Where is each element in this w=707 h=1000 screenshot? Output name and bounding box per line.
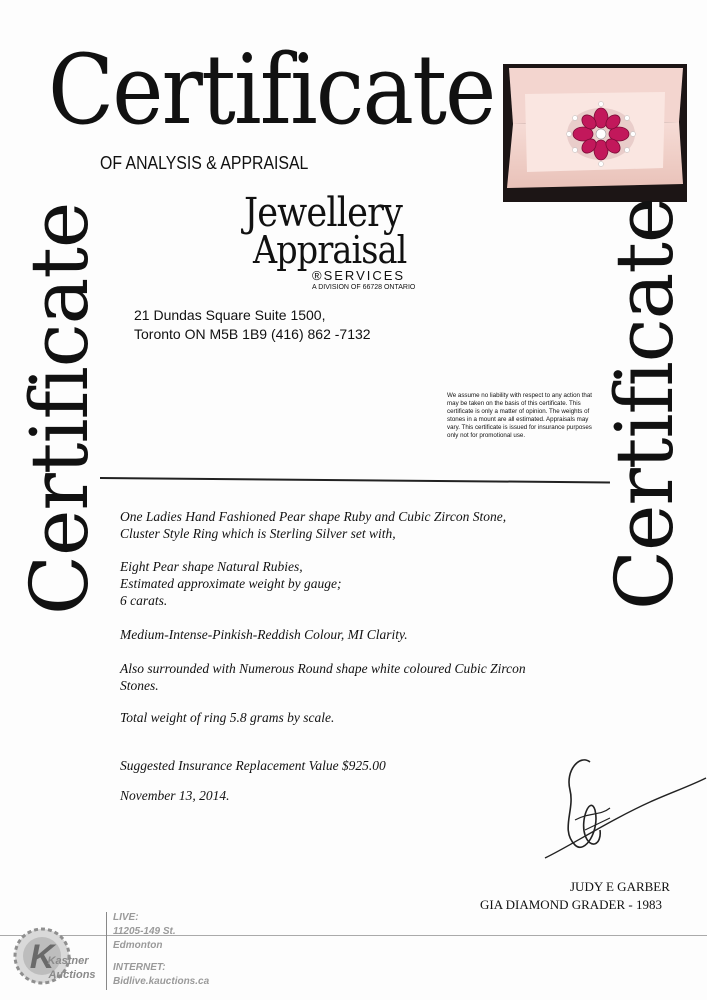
svg-text:K: K	[29, 938, 55, 976]
company-logo-appraisal: Appraisal	[253, 228, 407, 272]
footer-street: 11205-149 St.	[113, 926, 176, 937]
stones-line-2: Estimated approximate weight by gauge;	[120, 576, 342, 591]
svg-text:Kastner: Kastner	[47, 955, 89, 967]
signatory-name: JUDY E GARBER	[570, 879, 670, 894]
company-logo-services: ®SERVICES	[312, 268, 406, 283]
svg-text:Auctions: Auctions	[48, 969, 96, 981]
stones-line-3: 6 carats.	[120, 593, 168, 608]
footer-separator	[106, 912, 107, 990]
company-logo-jewellery: Jewellery	[244, 190, 403, 236]
side-word-right: Certificate	[598, 197, 691, 610]
address-line-2: Toronto ON M5B 1B9 (416) 862 -7132	[134, 326, 371, 342]
kastner-auctions-logo	[6, 920, 106, 990]
surround-line-2: Stones.	[120, 678, 159, 693]
certificate-title: Certificate	[48, 34, 495, 146]
signatory-title: GIA DIAMOND GRADER - 1983	[480, 897, 662, 912]
divider-line	[100, 477, 610, 483]
company-division: A DIVISION OF 66728 ONTARIO	[312, 284, 416, 291]
signature-scribble	[540, 750, 707, 870]
footer-live-label: LIVE:	[113, 912, 139, 923]
item-description-line-2: Cluster Style Ring which is Sterling Silver set with,	[120, 526, 396, 541]
colour-clarity: Medium-Intense-Pinkish-Reddish Colour, MI Clarity.	[120, 627, 408, 642]
insurance-value: Suggested Insurance Replacement Value $925.00	[120, 758, 386, 773]
footer-url-link[interactable]: Bidlive.kauctions.ca	[113, 976, 210, 987]
ring-image	[503, 64, 687, 202]
certificate-subtitle: OF ANALYSIS & APPRAISAL	[100, 153, 309, 173]
stones-line-1: Eight Pear shape Natural Rubies,	[120, 559, 303, 574]
footer-internet-label: INTERNET:	[113, 962, 166, 973]
certificate-date: November 13, 2014.	[120, 788, 230, 803]
address-line-1: 21 Dundas Square Suite 1500,	[134, 307, 326, 323]
item-description-line-1: One Ladies Hand Fashioned Pear shape Ruby and Cubic Zircon Stone,	[120, 509, 507, 524]
footer-city: Edmonton	[113, 940, 163, 951]
total-weight: Total weight of ring 5.8 grams by scale.	[120, 710, 335, 725]
ring-photo	[503, 64, 687, 202]
disclaimer-text: We assume no liability with respect to any action that may be taken on the basis of this certificate. This certificate is only a matter of opinion. The weights of stones in a mount are all estimated. Appraisals may vary. This certificate is issued for insurance purposes only not for promotional use.	[447, 392, 593, 440]
side-word-left: Certificate	[13, 202, 106, 615]
surround-line-1: Also surrounded with Numerous Round shape white coloured Cubic Zircon	[120, 661, 526, 676]
